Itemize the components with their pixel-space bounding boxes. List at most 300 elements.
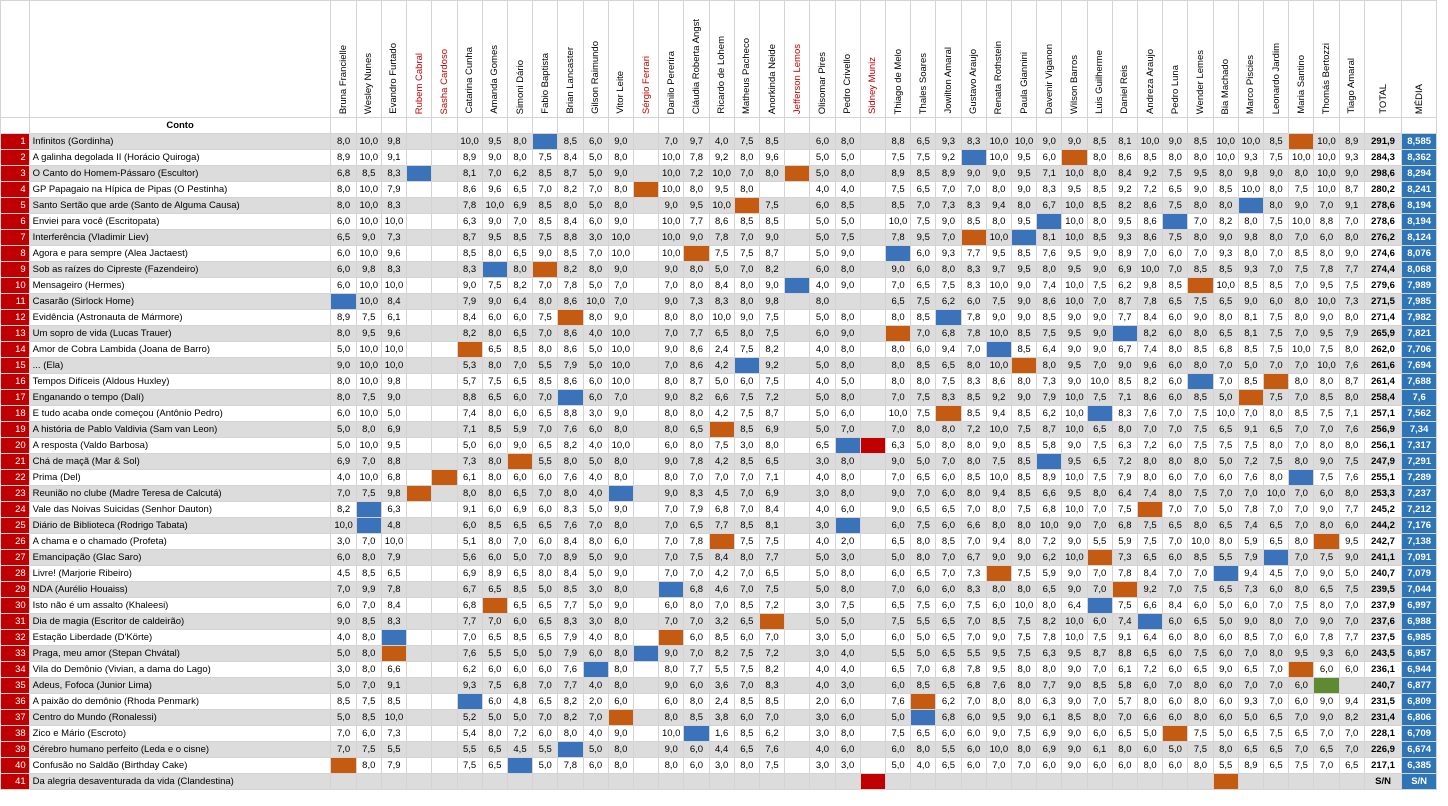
score-cell[interactable]: 8,5 — [482, 518, 507, 534]
conto-header[interactable]: Conto — [29, 118, 331, 134]
score-cell[interactable]: 8,0 — [659, 374, 684, 390]
score-cell[interactable]: 8,0 — [1264, 182, 1289, 198]
score-cell[interactable]: 7,0 — [1238, 646, 1263, 662]
score-cell[interactable]: 7,0 — [608, 278, 633, 294]
score-cell[interactable]: 6,5 — [709, 326, 734, 342]
orange-marker-cell[interactable] — [936, 406, 961, 422]
score-cell[interactable]: 9,5 — [1062, 246, 1087, 262]
score-cell[interactable]: 8,0 — [1112, 742, 1137, 758]
score-cell[interactable]: 8,0 — [734, 294, 759, 310]
story-title[interactable]: Evidência (Astronauta de Mármore) — [29, 310, 331, 326]
score-cell[interactable]: 8,0 — [684, 598, 709, 614]
score-cell[interactable]: 7,5 — [1314, 550, 1339, 566]
score-cell[interactable]: 8,0 — [1137, 694, 1162, 710]
table-row[interactable] — [1, 630, 1437, 646]
score-cell[interactable]: 6,5 — [936, 614, 961, 630]
score-cell[interactable]: 8,0 — [810, 294, 835, 310]
score-cell[interactable]: 7,5 — [911, 214, 936, 230]
orange-marker-cell[interactable] — [331, 758, 356, 774]
score-cell[interactable]: 7,4 — [1037, 278, 1062, 294]
score-cell[interactable]: 8,0 — [1289, 374, 1314, 390]
score-cell[interactable]: 6,0 — [1188, 598, 1213, 614]
score-cell[interactable]: 8,3 — [961, 582, 986, 598]
score-cell[interactable]: 8,3 — [558, 614, 583, 630]
total-cell[interactable]: 240,7 — [1364, 678, 1401, 694]
score-cell[interactable]: 6,0 — [507, 390, 532, 406]
score-cell[interactable] — [432, 294, 457, 310]
score-cell[interactable] — [785, 342, 810, 358]
score-cell[interactable]: 9,0 — [1011, 710, 1036, 726]
score-cell[interactable]: 3,0 — [331, 534, 356, 550]
score-cell[interactable]: 6,0 — [482, 550, 507, 566]
score-cell[interactable]: 9,1 — [1339, 198, 1364, 214]
score-cell[interactable]: 8,0 — [911, 550, 936, 566]
score-cell[interactable] — [407, 646, 432, 662]
score-cell[interactable]: 6,3 — [885, 438, 910, 454]
score-cell[interactable] — [407, 774, 432, 790]
score-cell[interactable]: 9,0 — [1112, 358, 1137, 374]
score-cell[interactable]: 8,0 — [1087, 166, 1112, 182]
score-cell[interactable]: 8,0 — [608, 150, 633, 166]
score-cell[interactable]: 6,0 — [961, 726, 986, 742]
score-cell[interactable] — [432, 454, 457, 470]
score-cell[interactable]: 8,0 — [684, 182, 709, 198]
score-cell[interactable]: 7,0 — [734, 486, 759, 502]
score-cell[interactable]: 6,5 — [533, 694, 558, 710]
table-row[interactable] — [1, 294, 1437, 310]
total-cell[interactable]: 226,9 — [1364, 742, 1401, 758]
score-cell[interactable]: 7,0 — [1289, 422, 1314, 438]
score-cell[interactable]: 4,5 — [709, 486, 734, 502]
score-cell[interactable]: 8,0 — [835, 358, 860, 374]
score-cell[interactable] — [986, 774, 1011, 790]
table-row[interactable] — [1, 646, 1437, 662]
score-cell[interactable]: 9,5 — [1062, 454, 1087, 470]
score-cell[interactable]: 7,0 — [885, 582, 910, 598]
score-cell[interactable]: 7,5 — [835, 230, 860, 246]
score-cell[interactable]: 9,0 — [759, 278, 784, 294]
score-cell[interactable] — [633, 278, 658, 294]
score-cell[interactable]: 8,0 — [986, 582, 1011, 598]
score-cell[interactable]: 5,5 — [482, 646, 507, 662]
score-cell[interactable]: 8,5 — [1264, 278, 1289, 294]
score-cell[interactable]: 8,9 — [1037, 470, 1062, 486]
score-cell[interactable] — [407, 150, 432, 166]
score-cell[interactable]: 8,4 — [381, 598, 406, 614]
score-cell[interactable]: 7,0 — [1339, 614, 1364, 630]
score-cell[interactable] — [835, 294, 860, 310]
score-cell[interactable] — [785, 598, 810, 614]
score-cell[interactable]: 8,5 — [1188, 342, 1213, 358]
score-cell[interactable]: 6,0 — [608, 534, 633, 550]
score-cell[interactable]: 8,0 — [1011, 582, 1036, 598]
score-cell[interactable]: 10,0 — [1289, 342, 1314, 358]
score-cell[interactable]: 4,8 — [381, 518, 406, 534]
score-cell[interactable]: 7,1 — [1112, 390, 1137, 406]
score-cell[interactable]: 7,0 — [1289, 278, 1314, 294]
score-cell[interactable]: 9,0 — [608, 406, 633, 422]
score-cell[interactable] — [633, 774, 658, 790]
score-cell[interactable]: 8,5 — [1289, 246, 1314, 262]
score-cell[interactable]: 7,0 — [533, 550, 558, 566]
score-cell[interactable]: 9,2 — [1137, 166, 1162, 182]
table-row[interactable] — [1, 358, 1437, 374]
score-cell[interactable]: 9,0 — [1062, 438, 1087, 454]
score-cell[interactable]: 8,0 — [331, 182, 356, 198]
table-row[interactable] — [1, 566, 1437, 582]
score-cell[interactable]: 6,0 — [810, 262, 835, 278]
score-cell[interactable]: 6,0 — [533, 726, 558, 742]
score-cell[interactable]: 7,8 — [558, 278, 583, 294]
orange-marker-cell[interactable] — [1112, 582, 1137, 598]
score-cell[interactable]: 6,5 — [1339, 758, 1364, 774]
score-cell[interactable]: 6,5 — [1213, 326, 1238, 342]
score-cell[interactable]: 8,2 — [457, 326, 482, 342]
score-cell[interactable]: 7,9 — [684, 502, 709, 518]
score-cell[interactable]: 8,0 — [1087, 150, 1112, 166]
score-cell[interactable]: 6,0 — [1163, 390, 1188, 406]
score-cell[interactable]: 3,0 — [835, 758, 860, 774]
score-cell[interactable]: 7,0 — [1339, 742, 1364, 758]
media-cell[interactable]: 6,985 — [1402, 630, 1437, 646]
score-cell[interactable]: 5,0 — [1213, 614, 1238, 630]
score-cell[interactable]: 9,0 — [1339, 550, 1364, 566]
score-cell[interactable] — [785, 374, 810, 390]
score-cell[interactable]: 7,5 — [759, 534, 784, 550]
score-cell[interactable]: 6,2 — [759, 726, 784, 742]
score-cell[interactable]: 8,0 — [734, 758, 759, 774]
score-cell[interactable]: 10,0 — [381, 214, 406, 230]
score-cell[interactable]: 7,8 — [1137, 294, 1162, 310]
score-cell[interactable]: 9,0 — [1062, 758, 1087, 774]
score-cell[interactable]: 7,2 — [759, 390, 784, 406]
score-cell[interactable]: 8,4 — [1163, 598, 1188, 614]
score-cell[interactable]: 8,0 — [1314, 246, 1339, 262]
score-cell[interactable] — [432, 182, 457, 198]
score-cell[interactable]: 2,0 — [810, 694, 835, 710]
score-cell[interactable] — [785, 182, 810, 198]
score-cell[interactable]: 4,0 — [583, 678, 608, 694]
score-cell[interactable]: 7,5 — [356, 390, 381, 406]
score-cell[interactable]: 6,3 — [381, 502, 406, 518]
score-cell[interactable]: 6,2 — [507, 166, 532, 182]
total-cell[interactable]: 280,2 — [1364, 182, 1401, 198]
score-cell[interactable] — [1264, 774, 1289, 790]
score-cell[interactable] — [407, 550, 432, 566]
judge-header-16[interactable] — [734, 1, 759, 118]
score-cell[interactable] — [432, 166, 457, 182]
score-cell[interactable]: 8,2 — [1213, 214, 1238, 230]
score-cell[interactable]: 8,9 — [885, 166, 910, 182]
judge-header-6[interactable] — [482, 1, 507, 118]
score-cell[interactable]: 6,0 — [1087, 614, 1112, 630]
score-cell[interactable] — [860, 358, 885, 374]
score-cell[interactable]: 6,9 — [1112, 262, 1137, 278]
table-row[interactable] — [1, 774, 1437, 790]
total-cell[interactable]: 237,5 — [1364, 630, 1401, 646]
score-cell[interactable]: 6,5 — [507, 374, 532, 390]
blue-marker-cell[interactable] — [1163, 214, 1188, 230]
score-cell[interactable]: 9,0 — [608, 598, 633, 614]
media-cell[interactable]: 7,044 — [1402, 582, 1437, 598]
score-cell[interactable]: 6,5 — [507, 486, 532, 502]
score-cell[interactable]: 5,5 — [911, 614, 936, 630]
score-cell[interactable] — [785, 518, 810, 534]
score-cell[interactable] — [785, 582, 810, 598]
judge-header-11[interactable] — [608, 1, 633, 118]
score-cell[interactable] — [432, 438, 457, 454]
score-cell[interactable]: 9,6 — [1137, 358, 1162, 374]
score-cell[interactable] — [407, 710, 432, 726]
score-cell[interactable]: 8,5 — [759, 694, 784, 710]
score-cell[interactable]: 7,0 — [331, 726, 356, 742]
score-cell[interactable]: 8,4 — [1137, 566, 1162, 582]
score-cell[interactable]: 6,0 — [734, 374, 759, 390]
score-cell[interactable]: 7,5 — [482, 278, 507, 294]
score-cell[interactable]: 7,0 — [1289, 486, 1314, 502]
score-cell[interactable] — [407, 438, 432, 454]
score-cell[interactable]: 9,0 — [1011, 310, 1036, 326]
score-cell[interactable]: 4,0 — [810, 278, 835, 294]
score-cell[interactable] — [785, 678, 810, 694]
score-cell[interactable]: 6,5 — [1137, 550, 1162, 566]
score-cell[interactable]: 6,8 — [936, 710, 961, 726]
score-cell[interactable]: 6,0 — [1339, 518, 1364, 534]
score-cell[interactable]: 3,0 — [810, 646, 835, 662]
score-cell[interactable]: 10,0 — [1314, 358, 1339, 374]
score-cell[interactable]: 9,5 — [1011, 262, 1036, 278]
score-cell[interactable] — [860, 294, 885, 310]
score-cell[interactable] — [407, 326, 432, 342]
score-cell[interactable]: 7,0 — [1289, 502, 1314, 518]
score-cell[interactable]: 8,0 — [1339, 230, 1364, 246]
score-cell[interactable]: 6,5 — [885, 598, 910, 614]
score-cell[interactable]: 8,5 — [381, 694, 406, 710]
score-cell[interactable]: 7,3 — [1037, 374, 1062, 390]
score-cell[interactable]: 6,0 — [961, 294, 986, 310]
judge-header-40[interactable] — [1339, 1, 1364, 118]
score-cell[interactable]: 8,0 — [734, 150, 759, 166]
score-cell[interactable]: 8,0 — [835, 310, 860, 326]
score-cell[interactable]: 6,5 — [759, 566, 784, 582]
score-cell[interactable]: 9,0 — [457, 278, 482, 294]
score-cell[interactable]: 9,7 — [684, 134, 709, 150]
score-cell[interactable] — [432, 710, 457, 726]
score-cell[interactable]: 8,3 — [961, 278, 986, 294]
score-cell[interactable]: 6,0 — [734, 630, 759, 646]
score-cell[interactable]: 7,0 — [936, 230, 961, 246]
score-cell[interactable]: 10,0 — [1238, 134, 1263, 150]
score-cell[interactable]: 9,0 — [1062, 726, 1087, 742]
score-cell[interactable] — [633, 630, 658, 646]
score-cell[interactable]: 6,5 — [482, 758, 507, 774]
blue-marker-cell[interactable] — [734, 358, 759, 374]
score-cell[interactable]: 9,8 — [381, 486, 406, 502]
score-cell[interactable]: 9,0 — [885, 486, 910, 502]
table-row[interactable] — [1, 342, 1437, 358]
score-cell[interactable]: 7,9 — [381, 550, 406, 566]
score-cell[interactable]: 8,3 — [961, 374, 986, 390]
score-cell[interactable]: 5,5 — [961, 646, 986, 662]
score-cell[interactable]: 7,6 — [558, 662, 583, 678]
score-cell[interactable]: 9,0 — [1011, 182, 1036, 198]
score-cell[interactable]: 8,0 — [1289, 454, 1314, 470]
total-cell[interactable]: 240,7 — [1364, 566, 1401, 582]
score-cell[interactable]: 10,0 — [1087, 374, 1112, 390]
score-cell[interactable]: 8,6 — [558, 342, 583, 358]
total-cell[interactable]: 271,5 — [1364, 294, 1401, 310]
judge-header-34[interactable] — [1188, 1, 1213, 118]
orange-marker-cell[interactable] — [1163, 726, 1188, 742]
score-cell[interactable]: 6,0 — [684, 742, 709, 758]
score-cell[interactable] — [381, 774, 406, 790]
score-cell[interactable]: 6,0 — [810, 134, 835, 150]
score-cell[interactable]: 7,0 — [1188, 566, 1213, 582]
score-cell[interactable]: 5,5 — [533, 742, 558, 758]
score-cell[interactable]: 7,0 — [734, 582, 759, 598]
score-cell[interactable] — [860, 182, 885, 198]
score-cell[interactable]: 8,0 — [1188, 630, 1213, 646]
score-cell[interactable]: 10,0 — [381, 342, 406, 358]
score-cell[interactable]: 7,5 — [1087, 390, 1112, 406]
score-cell[interactable]: 8,6 — [1137, 214, 1162, 230]
score-cell[interactable]: 9,4 — [1339, 694, 1364, 710]
blue-marker-cell[interactable] — [659, 582, 684, 598]
media-cell[interactable]: 8,124 — [1402, 230, 1437, 246]
score-cell[interactable]: 8,5 — [356, 710, 381, 726]
score-cell[interactable]: 8,5 — [1087, 182, 1112, 198]
score-cell[interactable]: 9,7 — [986, 262, 1011, 278]
score-cell[interactable]: 6,0 — [1314, 662, 1339, 678]
media-cell[interactable]: 7,34 — [1402, 422, 1437, 438]
score-cell[interactable]: 4,5 — [331, 566, 356, 582]
score-cell[interactable]: 6,0 — [1289, 694, 1314, 710]
score-cell[interactable]: 9,0 — [608, 262, 633, 278]
score-cell[interactable]: 6,5 — [759, 454, 784, 470]
score-cell[interactable]: 8,9 — [482, 566, 507, 582]
score-cell[interactable]: 8,5 — [1213, 182, 1238, 198]
score-cell[interactable]: 8,5 — [1238, 630, 1263, 646]
score-cell[interactable]: 8,0 — [1011, 742, 1036, 758]
score-cell[interactable]: 9,0 — [608, 502, 633, 518]
score-cell[interactable]: 9,3 — [936, 134, 961, 150]
blue-marker-cell[interactable] — [1137, 614, 1162, 630]
score-cell[interactable] — [860, 694, 885, 710]
score-cell[interactable]: 6,5 — [911, 566, 936, 582]
score-cell[interactable]: 8,0 — [961, 358, 986, 374]
score-cell[interactable]: 4,2 — [709, 454, 734, 470]
score-cell[interactable] — [432, 582, 457, 598]
score-cell[interactable]: 7,7 — [961, 246, 986, 262]
score-cell[interactable]: 6,5 — [936, 358, 961, 374]
score-cell[interactable]: 9,0 — [1011, 390, 1036, 406]
score-cell[interactable]: 7,0 — [1163, 502, 1188, 518]
score-cell[interactable]: 8,3 — [381, 198, 406, 214]
score-cell[interactable]: 8,5 — [961, 214, 986, 230]
score-cell[interactable]: 10,0 — [381, 710, 406, 726]
score-cell[interactable]: 7,0 — [1112, 710, 1137, 726]
score-cell[interactable]: 7,5 — [533, 310, 558, 326]
score-cell[interactable] — [785, 534, 810, 550]
score-cell[interactable]: 9,3 — [1213, 246, 1238, 262]
score-cell[interactable]: 9,0 — [608, 566, 633, 582]
table-row[interactable] — [1, 198, 1437, 214]
score-cell[interactable]: 6,5 — [936, 646, 961, 662]
table-row[interactable] — [1, 726, 1437, 742]
score-cell[interactable]: 9,0 — [1314, 710, 1339, 726]
score-cell[interactable]: 7,5 — [734, 342, 759, 358]
score-cell[interactable]: 8,9 — [1238, 758, 1263, 774]
score-cell[interactable]: 7,5 — [1163, 198, 1188, 214]
score-cell[interactable] — [810, 774, 835, 790]
score-cell[interactable]: 8,5 — [1188, 390, 1213, 406]
score-cell[interactable]: 7,9 — [558, 646, 583, 662]
score-cell[interactable]: 7,0 — [1238, 486, 1263, 502]
score-cell[interactable]: 8,7 — [1339, 182, 1364, 198]
score-cell[interactable]: 7,0 — [1289, 614, 1314, 630]
score-cell[interactable]: 4,0 — [331, 470, 356, 486]
score-cell[interactable]: 7,7 — [1339, 262, 1364, 278]
score-cell[interactable]: 8,2 — [558, 694, 583, 710]
judge-header-2[interactable] — [381, 1, 406, 118]
score-cell[interactable]: 8,3 — [961, 198, 986, 214]
score-cell[interactable]: 8,5 — [1264, 134, 1289, 150]
score-cell[interactable]: 7,5 — [1314, 406, 1339, 422]
score-cell[interactable]: 6,0 — [1213, 646, 1238, 662]
score-cell[interactable]: 8,0 — [1011, 694, 1036, 710]
table-row[interactable] — [1, 662, 1437, 678]
score-cell[interactable]: 6,0 — [331, 246, 356, 262]
score-cell[interactable]: 8,0 — [1037, 598, 1062, 614]
score-cell[interactable]: 9,0 — [608, 726, 633, 742]
media-cell[interactable]: 6,709 — [1402, 726, 1437, 742]
score-cell[interactable]: 8,0 — [734, 326, 759, 342]
score-cell[interactable]: 7,5 — [986, 454, 1011, 470]
table-row[interactable] — [1, 374, 1437, 390]
score-cell[interactable]: 8,0 — [986, 694, 1011, 710]
score-cell[interactable]: 8,5 — [911, 166, 936, 182]
score-cell[interactable] — [432, 326, 457, 342]
score-cell[interactable]: 5,0 — [331, 678, 356, 694]
score-cell[interactable]: 9,0 — [659, 262, 684, 278]
score-cell[interactable]: 7,5 — [1188, 422, 1213, 438]
score-cell[interactable]: 8,0 — [1137, 470, 1162, 486]
score-cell[interactable] — [407, 566, 432, 582]
score-cell[interactable]: 9,0 — [533, 246, 558, 262]
score-cell[interactable]: 6,0 — [810, 198, 835, 214]
score-cell[interactable]: 8,0 — [936, 438, 961, 454]
score-cell[interactable]: 8,0 — [507, 134, 532, 150]
score-cell[interactable]: 6,5 — [1264, 534, 1289, 550]
blue-marker-cell[interactable] — [608, 486, 633, 502]
score-cell[interactable]: 6,5 — [911, 502, 936, 518]
score-cell[interactable] — [860, 454, 885, 470]
total-cell[interactable]: 244,2 — [1364, 518, 1401, 534]
score-cell[interactable]: 6,5 — [911, 726, 936, 742]
score-cell[interactable]: 9,0 — [331, 358, 356, 374]
score-cell[interactable]: 7,0 — [1264, 662, 1289, 678]
media-cell[interactable]: 7,212 — [1402, 502, 1437, 518]
score-cell[interactable]: 6,0 — [507, 662, 532, 678]
score-cell[interactable]: 8,6 — [1037, 294, 1062, 310]
score-cell[interactable]: 9,0 — [608, 134, 633, 150]
score-cell[interactable]: 8,0 — [1289, 534, 1314, 550]
score-cell[interactable]: 6,6 — [1137, 598, 1162, 614]
score-cell[interactable]: 7,5 — [1289, 182, 1314, 198]
score-cell[interactable]: 8,5 — [482, 422, 507, 438]
score-cell[interactable]: 7,0 — [659, 134, 684, 150]
score-cell[interactable]: 7,0 — [1264, 678, 1289, 694]
